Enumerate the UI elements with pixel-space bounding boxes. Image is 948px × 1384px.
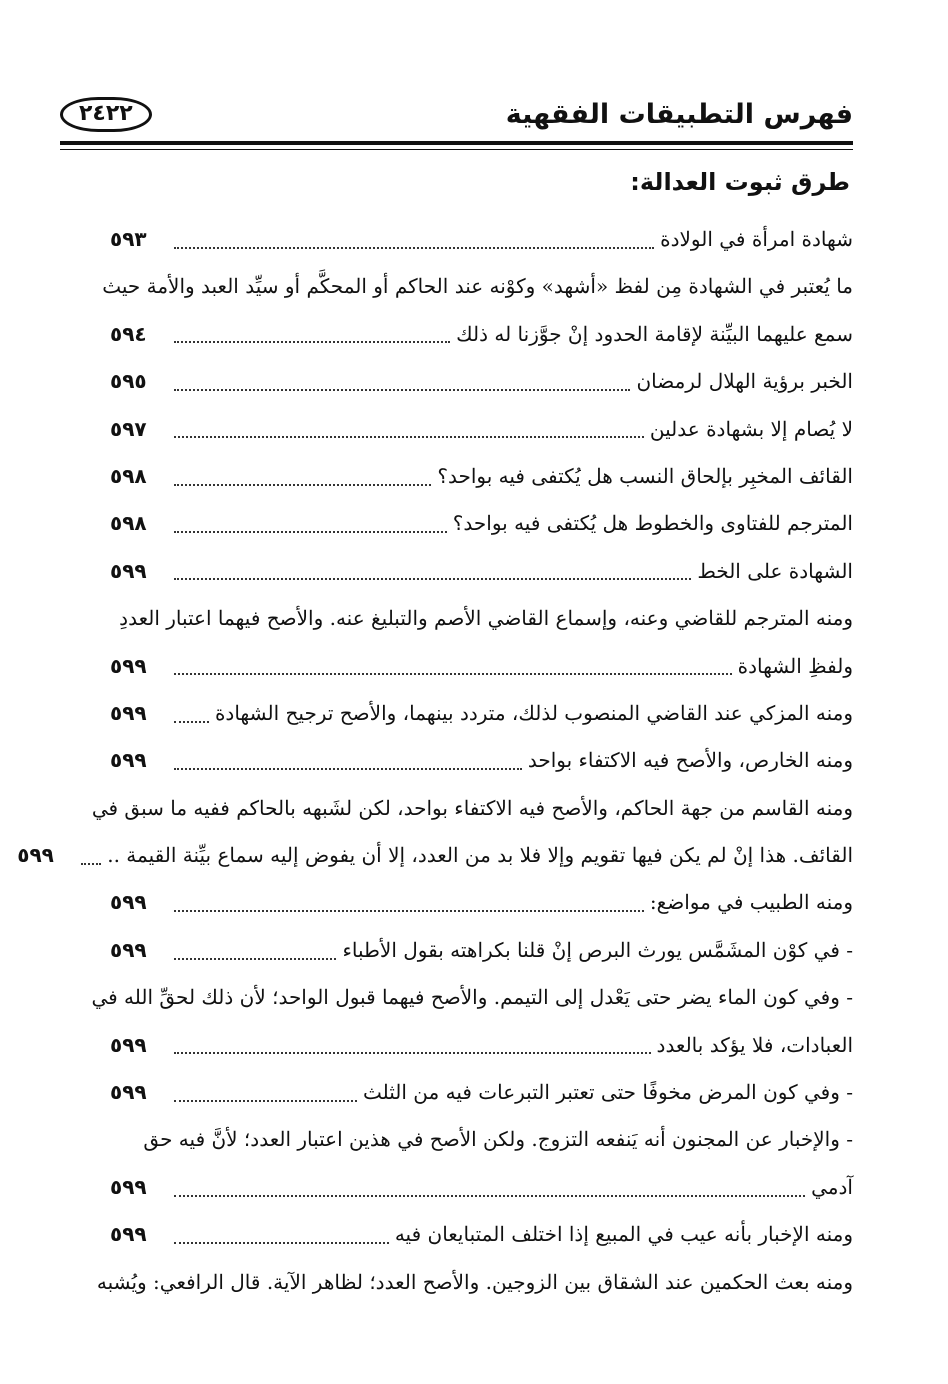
index-line	[96, 1259, 853, 1306]
index-page-number: ٥٩٤	[110, 321, 147, 346]
dot-leader	[174, 1195, 805, 1197]
index-line	[110, 737, 853, 784]
index-page-number: ٥٩٥	[110, 369, 147, 394]
index-line-text: شهادة امرأة في الولادة	[660, 227, 853, 251]
index-line-text: الخبر برؤية الهلال لرمضان	[636, 369, 853, 394]
dot-leader	[174, 721, 209, 723]
index-line-text: الشهادة على الخط	[697, 558, 853, 583]
index-line-text: القائف. هذا إنْ لم يكن فيها تقويم وإلا فلا بد من العدد، إلا أن يفوض إليه سماع بيِّنة القيمة ..	[107, 843, 853, 868]
index-page-number: ٥٩٩	[110, 1222, 147, 1247]
dot-leader	[174, 1242, 389, 1244]
index-line	[91, 785, 853, 832]
index-line-text: - والإخبار عن المجنون أنه يَنفعه التزوج. ولكن الأصح في هذين اعتبار العدد؛ لأنَّ فيه حق	[143, 1127, 853, 1152]
index-line-text: - في كوْن المشَمَّس يورث البرص إنْ قلنا بكراهته بقول الأطباء	[342, 937, 853, 962]
index-line	[110, 406, 853, 453]
index-line-text: - وفي كون المرض مخوفًا حتى تعتبر التبرعات فيه من الثلث	[363, 1080, 853, 1105]
index-line-text: القائف المخبِر بإلحاق النسب هل يُكتفى فيه بواحد؟	[437, 463, 853, 488]
index-line	[110, 500, 853, 547]
index-line	[110, 690, 853, 737]
index-page-number: ٥٩٩	[17, 843, 54, 868]
index-line	[110, 595, 853, 642]
index-line	[110, 927, 853, 974]
index-line	[110, 1116, 853, 1163]
index-line	[91, 974, 853, 1021]
index-line-text: ومنه المترجم للقاضي وعنه، وإسماع القاضي الأصم والتبليغ عنه. والأصح فيهما اعتبار العددِ	[119, 606, 853, 631]
section-heading-text: طرق ثبوت العدالة:	[630, 168, 850, 196]
index-line-text: آدمي	[811, 1174, 853, 1199]
index-line-text: ومنه القاسم من جهة الحاكم، والأصح فيه الاكتفاء بواحد، لكن لشَبهه بالحاكم ففيه ما سبق في	[91, 795, 853, 820]
index-line	[110, 879, 853, 926]
index-entries	[17, 216, 853, 1306]
dot-leader	[174, 1100, 357, 1102]
index-line	[110, 1164, 853, 1211]
index-line	[110, 1069, 853, 1116]
index-line	[110, 311, 853, 358]
index-line-text: ومنه الخارص، والأصح فيه الاكتفاء بواحد	[527, 748, 853, 773]
dot-leader	[174, 958, 336, 960]
index-page-number: ٥٩٩	[110, 653, 147, 678]
page-number: ٢٤٢٢	[60, 97, 152, 132]
index-page-number: ٥٩٩	[110, 890, 147, 915]
dot-leader	[174, 436, 644, 438]
index-line	[110, 643, 853, 690]
index-line-text: ومنه الطبيب في مواضع:	[649, 890, 853, 915]
index-line	[102, 263, 853, 310]
dot-leader	[174, 578, 691, 580]
index-line-text: ولفظِ الشهادة	[737, 653, 853, 678]
index-line-text: العبادات، فلا يؤكد بالعدد	[656, 1032, 853, 1057]
dot-leader	[174, 341, 450, 343]
index-page-number: ٥٩٩	[110, 700, 147, 725]
dot-leader	[174, 247, 654, 249]
index-line	[110, 1022, 853, 1069]
index-page-number: ٥٩٩	[110, 1080, 147, 1105]
dot-leader	[174, 768, 522, 770]
dot-leader	[174, 1052, 651, 1054]
index-line-text: ومنه الإخبار بأنه عيب في المبيع إذا اختلف المتبايعان فيه	[394, 1222, 853, 1247]
index-line	[110, 1211, 853, 1258]
index-line-text: ما يُعتبر في الشهادة مِن لفظ «أشهد» وكوْنه عند الحاكم أو المحكَّم أو سيِّد العبد والأمة حيث	[102, 274, 853, 299]
index-page-number: ٥٩٩	[110, 1032, 147, 1057]
index-page-number: ٥٩٩	[110, 748, 147, 773]
header-rule-thick	[60, 141, 853, 145]
index-line-text: لا يُصام إلا بشهادة عدلين	[649, 416, 853, 441]
index-line-text: - وفي كون الماء يضر حتى يَعْدل إلى التيمم. والأصح فيهما قبول الواحد؛ لأن ذلك لحقِّ الله في	[91, 985, 853, 1010]
index-line	[110, 453, 853, 500]
index-line-text: سمع عليهما البيِّنة لإقامة الحدود إنْ جوَّزنا له ذلك	[456, 321, 853, 346]
index-line-text: ومنه بعث الحكمين عند الشقاق بين الزوجين. والأصح العدد؛ لظاهر الآية. قال الرافعي: ويُشبه	[96, 1269, 853, 1294]
dot-leader	[174, 673, 732, 675]
dot-leader	[81, 863, 101, 865]
header-title: فهرس التطبيقات الفقهية	[505, 98, 853, 130]
dot-leader	[174, 389, 630, 391]
dot-leader	[174, 910, 644, 912]
index-page-number: ٥٩٩	[110, 937, 147, 962]
header-rule-thin	[60, 149, 853, 150]
index-page-number: ٥٩٧	[110, 416, 147, 441]
index-page-number: ٥٩٨	[110, 511, 147, 536]
index-line	[110, 548, 853, 595]
dot-leader	[174, 531, 447, 533]
page-header	[60, 88, 853, 140]
index-line	[110, 216, 853, 263]
index-page-number: ٥٩٣	[110, 227, 147, 251]
index-line-text: المترجم للفتاوى والخطوط هل يُكتفى فيه بواحد؟	[452, 511, 853, 536]
index-page-number: ٥٩٩	[110, 1174, 147, 1199]
index-page-number: ٥٩٨	[110, 463, 147, 488]
index-page-number: ٥٩٩	[110, 558, 147, 583]
index-line	[17, 832, 853, 879]
section-heading	[630, 168, 850, 196]
index-line	[110, 358, 853, 405]
index-line-text: ومنه المزكي عند القاضي المنصوب لذلك، متردد بينهما، والأصح ترجيح الشهادة	[214, 700, 853, 725]
dot-leader	[174, 484, 431, 486]
